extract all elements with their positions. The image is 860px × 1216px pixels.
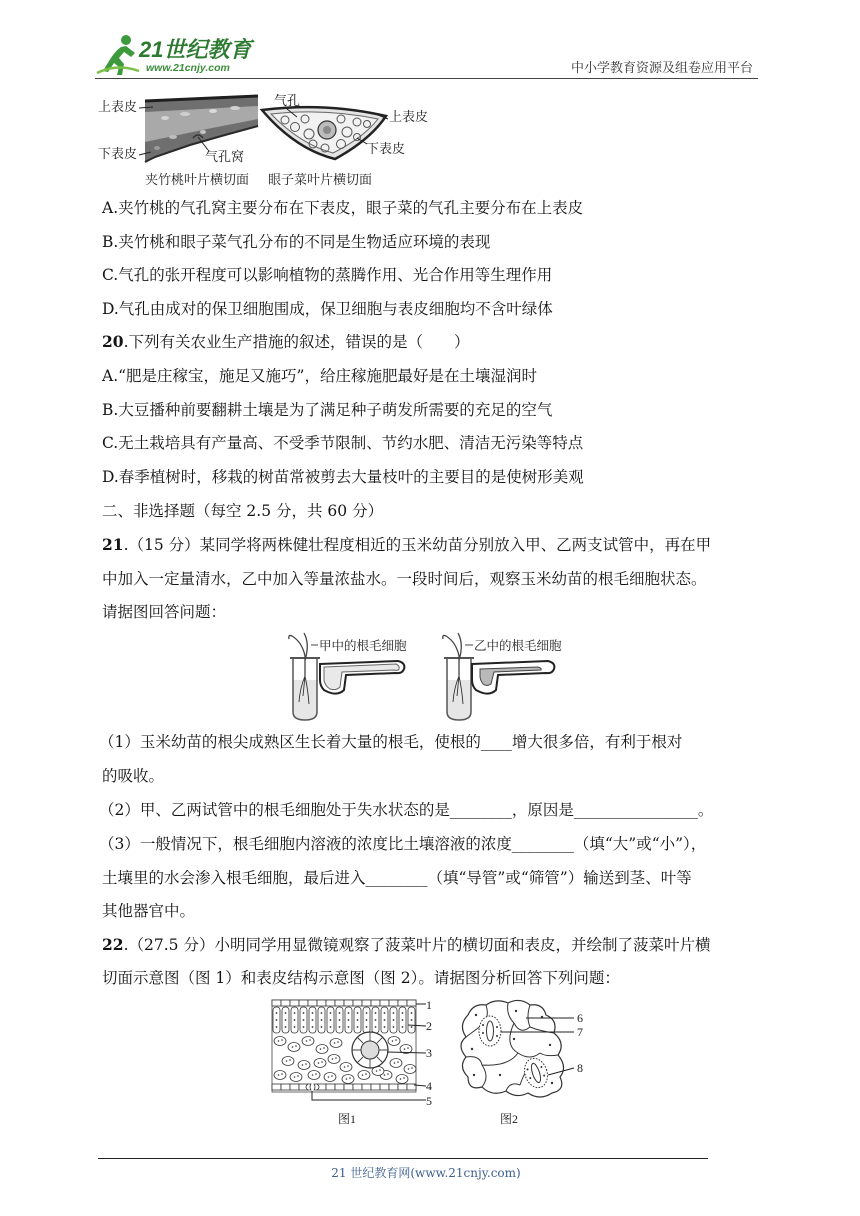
chloroplast: [330, 1019, 332, 1021]
chloroplast: [315, 1073, 317, 1075]
chloroplast: [305, 1063, 307, 1065]
upper-epidermis-cell: [308, 1000, 317, 1006]
chloroplast: [346, 1078, 348, 1080]
chloroplast: [393, 1012, 395, 1014]
chloroplast: [384, 1012, 386, 1014]
upper-epidermis-cell: [407, 1000, 416, 1006]
chloroplast: [376, 1070, 378, 1072]
spongy-cell: [328, 1055, 340, 1064]
chloroplast: [276, 1019, 278, 1021]
chloroplast: [357, 1012, 359, 1014]
spongy-cell: [330, 1039, 342, 1048]
q21-stem-line-2: 中加入一定量清水，乙中加入等量浓盐水。一段时间后，观察玉米幼苗的根毛细胞状态。: [102, 570, 707, 588]
lower-epidermis-cell: [353, 1084, 362, 1090]
chloroplast: [411, 1019, 413, 1021]
chloroplast: [339, 1026, 341, 1028]
spongy-cell: [274, 1037, 286, 1046]
label-oleander-upper-epidermis: 上表皮: [98, 100, 138, 115]
chloroplast: [335, 1057, 337, 1059]
q20-stem-text: .下列有关农业生产措施的叙述，错误的是（ ）: [123, 333, 470, 351]
chloroplast: [286, 1060, 288, 1062]
chloroplast: [362, 1074, 364, 1076]
spongy-cell: [316, 1045, 328, 1054]
caption-figure-1: 图1: [338, 1112, 357, 1126]
chloroplast: [393, 1026, 395, 1028]
chloroplast: [339, 1019, 341, 1021]
chloroplast: [321, 1012, 323, 1014]
upper-epidermis-cell: [371, 1000, 380, 1006]
chloroplast: [334, 1042, 336, 1044]
upper-epidermis-cell: [281, 1000, 290, 1006]
chloroplast: [397, 1061, 399, 1063]
lower-epidermis-cell: [272, 1084, 281, 1090]
q20-option-a: A.“肥是庄稼宝，施足又施巧”，给庄稼施肥最好是在土壤湿润时: [102, 367, 537, 385]
chloroplast: [337, 1041, 339, 1043]
chloroplast: [330, 1026, 332, 1028]
lower-epidermis-cell: [344, 1084, 353, 1090]
chloroplast: [321, 1026, 323, 1028]
lower-epidermis-cell: [290, 1084, 299, 1090]
chloroplast: [312, 1019, 314, 1021]
q22-stem-line-2: 切面示意图（图 1）和表皮结构示意图（图 2）。请据图分析回答下列问题：: [102, 969, 620, 987]
chloroplast: [402, 1026, 404, 1028]
chloroplast: [411, 1026, 413, 1028]
label-stomatal-crypt: 气孔窝: [205, 150, 245, 165]
spongy-cell: [274, 1071, 286, 1080]
chloroplast: [294, 1076, 296, 1078]
lower-epidermis-cell: [389, 1084, 398, 1090]
chloroplast: [408, 1068, 410, 1070]
platform-name: 中小学教育资源及组卷应用平台: [571, 61, 754, 76]
spinach-leaf-figure: [268, 995, 598, 1110]
chloroplast: [294, 1019, 296, 1021]
chloroplast: [303, 1012, 305, 1014]
lower-epidermis-cell: [362, 1084, 371, 1090]
fig1-label-2: 2: [426, 1019, 432, 1033]
chloroplast: [366, 1026, 368, 1028]
chloroplast: [348, 1019, 350, 1021]
lower-epidermis-cell: [371, 1084, 380, 1090]
chloroplast: [285, 1019, 287, 1021]
upper-epidermis-cell: [326, 1000, 335, 1006]
chloroplast: [306, 1040, 308, 1042]
spongy-cell: [290, 1073, 302, 1082]
chloroplast: [303, 1019, 305, 1021]
q21-sub-1-line-1: （1）玉米幼苗的根尖成熟区生长着大量的根毛，使根的____增大很多倍，有利于根对: [99, 733, 683, 751]
lower-epidermis-cell: [281, 1084, 290, 1090]
chloroplast: [392, 1040, 394, 1042]
chloroplast: [321, 1019, 323, 1021]
spongy-cell: [302, 1037, 314, 1046]
chloroplast: [339, 1012, 341, 1014]
q20-option-b: B.大豆播种前要翻耕土壤是为了满足种子萌发所需要的充足的空气: [102, 401, 553, 419]
chloroplast: [285, 1012, 287, 1014]
chloroplast: [407, 1047, 409, 1049]
chloroplast: [344, 1066, 346, 1068]
chloroplast: [281, 1073, 283, 1075]
stoma-upper: [479, 1016, 501, 1046]
q21-sub-2: （2）甲、乙两试管中的根毛细胞处于失水状态的是________，原因是________________。: [99, 801, 714, 819]
chloroplast: [404, 1048, 406, 1050]
fig2-label-7: 7: [577, 1025, 583, 1039]
logo-runner-icon: [95, 33, 141, 77]
chloroplast: [302, 1064, 304, 1066]
chloroplast: [331, 1075, 333, 1077]
upper-epidermis-cell: [299, 1000, 308, 1006]
chloroplast: [312, 1074, 314, 1076]
chloroplast: [276, 1026, 278, 1028]
q22-stem-text: .（27.5 分）小明同学用显微镜观察了菠菜叶片的横切面和表皮，并绘制了菠菜叶片横: [123, 936, 711, 954]
leaf-vein: [352, 1032, 388, 1068]
root-hair-cell-b: [472, 661, 554, 694]
header-divider: [95, 78, 758, 79]
caption-oleander: 夹竹桃叶片横切面: [145, 173, 250, 188]
caption-pondweed: 眼子菜叶片横切面: [268, 173, 373, 188]
spongy-cell: [396, 1075, 408, 1084]
chloroplast: [294, 1012, 296, 1014]
spongy-cell: [324, 1073, 336, 1082]
spongy-cell: [342, 1075, 354, 1084]
guard-cell: [306, 1084, 311, 1090]
spongy-cell: [288, 1043, 300, 1052]
upper-epidermis-cell: [389, 1000, 398, 1006]
chloroplast: [379, 1069, 381, 1071]
q20-stem: [102, 331, 470, 353]
upper-epidermis-cell: [344, 1000, 353, 1006]
root-hair-cell-a: [320, 661, 404, 694]
q22-number: 22: [102, 935, 124, 954]
chloroplast: [332, 1058, 334, 1060]
chloroplast: [384, 1074, 386, 1076]
chloroplast: [330, 1012, 332, 1014]
chloroplast: [387, 1073, 389, 1075]
lower-epidermis-cell: [380, 1084, 389, 1090]
spongy-cell: [308, 1071, 320, 1080]
q19-option-b: B.夹竹桃和眼子菜气孔分布的不同是生物适应环境的表现: [102, 233, 491, 251]
chloroplast: [347, 1065, 349, 1067]
upper-epidermis-cell: [353, 1000, 362, 1006]
q20-number: 20: [102, 332, 124, 351]
fig2-label-8: 8: [577, 1061, 583, 1075]
label-pondweed-lower-epidermis: 下表皮: [366, 142, 406, 157]
tube-b: [443, 633, 474, 720]
q21-sub-3-line-3: 其他器官中。: [102, 902, 196, 920]
chloroplast: [297, 1075, 299, 1077]
leaf-section-figure: [95, 92, 440, 170]
logo-title: 21世纪教育: [139, 37, 252, 62]
spongy-cell: [388, 1037, 400, 1046]
upper-epidermis-cell: [362, 1000, 371, 1006]
chloroplast: [400, 1078, 402, 1080]
chloroplast: [375, 1019, 377, 1021]
q22-stem-line-1: [102, 934, 710, 956]
upper-epidermis-cell: [398, 1000, 407, 1006]
q21-stem-text: .（15 分）某同学将两株健壮程度相近的玉米幼苗分别放入甲、乙两支试管中，再在甲: [123, 536, 712, 554]
chloroplast: [312, 1026, 314, 1028]
footer-divider: [98, 1158, 708, 1159]
q21-sub-3-line-1: （3）一般情况下，根毛细胞内溶液的浓度比土壤溶液的浓度________（填“大”或“小”），: [99, 835, 707, 853]
lower-epidermis-cell: [335, 1084, 344, 1090]
upper-epidermis-cell: [272, 1000, 281, 1006]
chloroplast: [323, 1047, 325, 1049]
q21-number: 21: [102, 535, 124, 554]
logo-url: www.21cnjy.com: [146, 62, 230, 74]
spongy-cell: [282, 1057, 294, 1066]
spongy-cell: [298, 1061, 310, 1070]
fig1-label-1: 1: [426, 998, 432, 1012]
chloroplast: [357, 1019, 359, 1021]
q21-stem-line-3: 请据图回答问题：: [102, 603, 227, 621]
spongy-cell: [404, 1065, 416, 1074]
label-oleander-lower-epidermis: 下表皮: [98, 147, 138, 162]
caption-figure-2: 图2: [500, 1112, 519, 1126]
q21-sub-1-line-2: 的吸收。: [102, 767, 165, 785]
q20-option-c: C.无土栽培具有产量高、不受季节限制、节约水肥、清洁无污染等特点: [102, 434, 584, 452]
q19-option-c: C.气孔的张开程度可以影响植物的蒸腾作用、光合作用等生理作用: [102, 266, 553, 284]
footer-text: 21 世纪教育网(www.21cnjy.com): [331, 1166, 521, 1180]
chloroplast: [366, 1019, 368, 1021]
spongy-cell: [358, 1071, 370, 1080]
label-tube-b-cell: 乙中的根毛细胞: [474, 638, 562, 653]
chloroplast: [411, 1067, 413, 1069]
chloroplast: [366, 1012, 368, 1014]
chloroplast: [328, 1076, 330, 1078]
chloroplast: [303, 1026, 305, 1028]
chloroplast: [402, 1019, 404, 1021]
section-heading: 二、非选择题（每空 2.5 分，共 60 分）: [102, 502, 384, 520]
fig1-label-3: 3: [426, 1046, 432, 1060]
tube-a: [289, 633, 320, 720]
fig1-label-4: 4: [426, 1079, 432, 1093]
q19-option-d: D.气孔由成对的保卫细胞围成，保卫细胞与表皮细胞均不含叶绿体: [102, 300, 553, 318]
chloroplast: [411, 1012, 413, 1014]
chloroplast: [278, 1074, 280, 1076]
chloroplast: [276, 1012, 278, 1014]
chloroplast: [394, 1062, 396, 1064]
q19-option-a: A.夹竹桃的气孔窝主要分布在下表皮，眼子菜的气孔主要分布在上表皮: [102, 199, 584, 217]
fig2-label-6: 6: [577, 1011, 583, 1025]
chloroplast: [281, 1039, 283, 1041]
chloroplast: [375, 1026, 377, 1028]
chloroplast: [395, 1039, 397, 1041]
upper-epidermis-cell: [317, 1000, 326, 1006]
lower-epidermis-cell: [326, 1084, 335, 1090]
label-tube-a-cell: 甲中的根毛细胞: [319, 638, 407, 653]
label-pondweed-upper-epidermis: 上表皮: [389, 110, 429, 125]
spongy-cell: [314, 1059, 326, 1068]
chloroplast: [292, 1046, 294, 1048]
chloroplast: [278, 1040, 280, 1042]
chloroplast: [393, 1019, 395, 1021]
chloroplast: [312, 1012, 314, 1014]
chloroplast: [289, 1059, 291, 1061]
upper-epidermis-cell: [380, 1000, 389, 1006]
chloroplast: [295, 1045, 297, 1047]
chloroplast: [384, 1026, 386, 1028]
chloroplast: [375, 1012, 377, 1014]
chloroplast: [320, 1048, 322, 1050]
q21-sub-3-line-2: 土壤里的水会渗入根毛细胞，最后进入________（填“导管”或“筛管”）输送到茎、叶等: [102, 869, 692, 887]
spongy-cell: [340, 1063, 352, 1072]
q21-stem-line-1: [102, 534, 711, 556]
spongy-cell: [390, 1059, 402, 1068]
chloroplast: [294, 1026, 296, 1028]
chloroplast: [384, 1019, 386, 1021]
lower-epidermis-cell: [398, 1084, 407, 1090]
upper-epidermis-cell: [290, 1000, 299, 1006]
chloroplast: [318, 1062, 320, 1064]
chloroplast: [349, 1077, 351, 1079]
epidermis-diagram: [461, 1000, 564, 1097]
chloroplast: [321, 1061, 323, 1063]
guard-cell: [314, 1084, 319, 1090]
leaf-cross-section-diagram: [272, 1000, 416, 1092]
chloroplast: [285, 1026, 287, 1028]
chloroplast: [348, 1026, 350, 1028]
upper-epidermis-cell: [335, 1000, 344, 1006]
label-stoma: 气孔: [274, 94, 301, 109]
fig1-label-5: 5: [426, 1094, 432, 1108]
chloroplast: [348, 1012, 350, 1014]
chloroplast: [365, 1073, 367, 1075]
chloroplast: [402, 1012, 404, 1014]
q20-option-d: D.春季植树时，移栽的树苗常被剪去大量枝叶的主要目的是使树形美观: [102, 468, 584, 486]
chloroplast: [309, 1039, 311, 1041]
chloroplast: [403, 1077, 405, 1079]
chloroplast: [357, 1026, 359, 1028]
